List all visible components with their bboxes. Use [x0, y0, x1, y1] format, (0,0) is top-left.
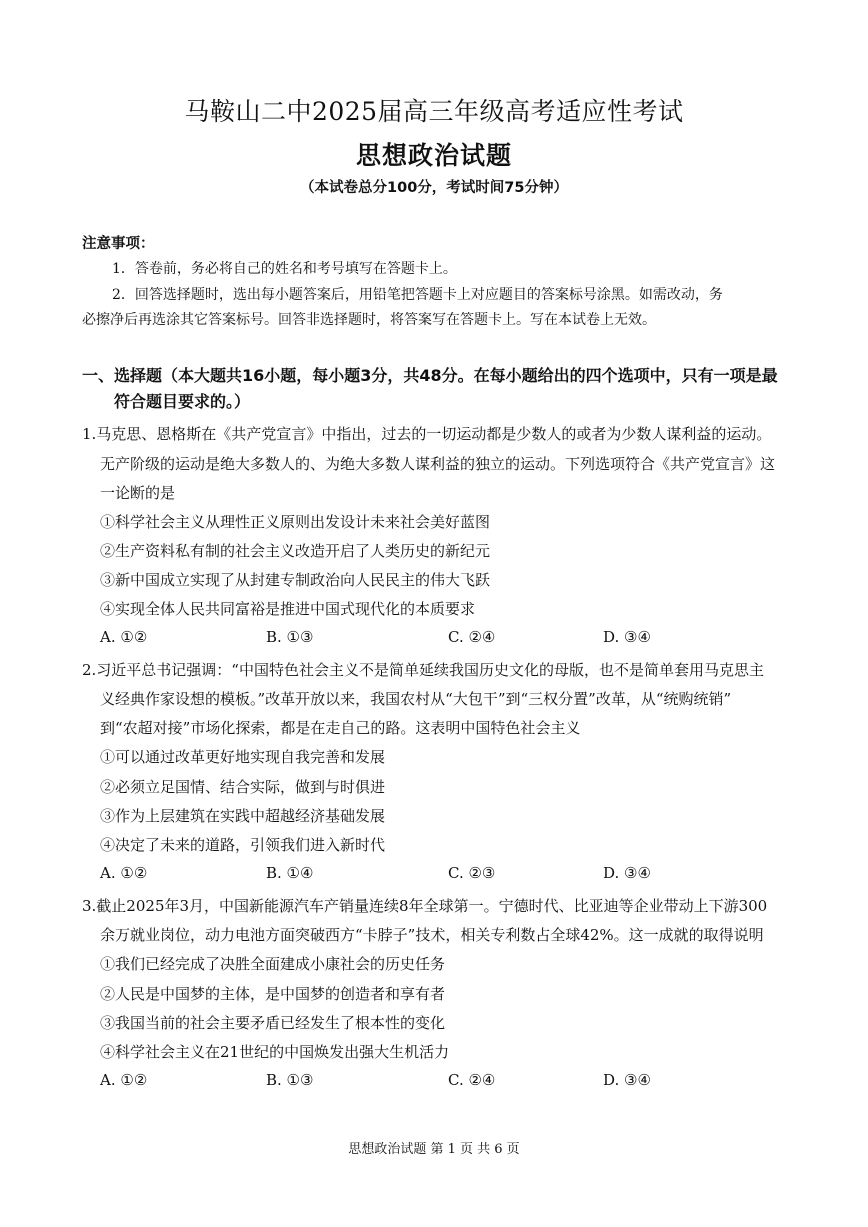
question-2-statement-1: ①可以通过改革更好地实现自我完善和发展: [100, 748, 386, 766]
question-3-statement-4: ④科学社会主义在21世纪的中国焕发出强大生机活力: [100, 1043, 450, 1061]
question-3-option-d: D. ③④: [603, 1071, 651, 1089]
question-1-option-a: A. ①②: [100, 628, 148, 646]
question-2-stem-3: 到“农超对接”市场化探索，都是在走自己的路。这表明中国特色社会主义: [100, 719, 581, 737]
question-2-stem-1: 2.习近平总书记强调：“中国特色社会主义不是简单延续我国历史文化的母版，也不是简单套用马克思主: [82, 661, 764, 679]
question-2-statement-2: ②必须立足国情、结合实际，做到与时俱进: [100, 778, 386, 796]
question-1-stem-2: 无产阶级的运动是绝大多数人的、为绝大多数人谋利益的独立的运动。下列选项符合《共产党宣言》这: [100, 455, 776, 473]
question-2-statement-3: ③作为上层建筑在实践中超越经济基础发展: [100, 807, 386, 825]
question-1-option-c: C. ②④: [448, 628, 496, 646]
question-3-option-c: C. ②④: [448, 1071, 496, 1089]
question-3-option-b: B. ①③: [266, 1071, 314, 1089]
question-1-statement-3: ③新中国成立实现了从封建专制政治向人民民主的伟大飞跃: [100, 571, 491, 589]
question-1-option-b: B. ①③: [266, 628, 314, 646]
notice-line-1: 1．答卷前，务必将自己的姓名和考号填写在答题卡上。: [112, 261, 457, 277]
question-1-stem-1: 1.马克思、恩格斯在《共产党宣言》中指出，过去的一切运动都是少数人的或者为少数人谋利益的运动。: [82, 425, 772, 443]
notice-line-2-cont: 必擦净后再选涂其它答案标号。回答非选择题时，将答案写在答题卡上。写在本试卷上无效。: [82, 312, 656, 328]
question-2-option-c: C. ②③: [448, 864, 496, 882]
notice-heading: 注意事项：: [82, 236, 155, 252]
subject-title: 思想政治试题: [355, 141, 512, 170]
question-3-statement-1: ①我们已经完成了决胜全面建成小康社会的历史任务: [100, 955, 446, 973]
notice-line-2: 2．回答选择题时，选出每小题答案后，用铅笔把答题卡上对应题目的答案标号涂黑。如需改动，务: [112, 287, 723, 303]
question-1-statement-1: ①科学社会主义从理性正义原则出发设计未来社会美好蓝图: [100, 513, 491, 531]
section-heading-cont: 符合题目要求的。）: [114, 392, 251, 411]
section-heading: 一、选择题（本大题共16小题，每小题3分，共48分。在每小题给出的四个选项中，只有一项是最: [82, 366, 778, 385]
question-1-option-d: D. ③④: [603, 628, 651, 646]
question-2-option-d: D. ③④: [603, 864, 651, 882]
exam-info: （本试卷总分100分，考试时间75分钟）: [300, 180, 568, 196]
page-footer: 思想政治试题 第 1 页 共 6 页: [348, 1142, 520, 1157]
question-2-option-a: A. ①②: [100, 864, 148, 882]
question-2-statement-4: ④决定了未来的道路，引领我们进入新时代: [100, 836, 386, 854]
exam-title: 马鞍山二中2025届高三年级高考适应性考试: [184, 97, 684, 126]
question-2-option-b: B. ①④: [266, 864, 314, 882]
question-3-stem-2: 余万就业岗位，动力电池方面突破西方“卡脖子”技术，相关专利数占全球42%。这一成就的取得说明: [100, 926, 764, 944]
question-1-stem-3: 一论断的是: [100, 484, 176, 502]
question-1-statement-2: ②生产资料私有制的社会主义改造开启了人类历史的新纪元: [100, 542, 491, 560]
question-3-stem-1: 3.截止2025年3月，中国新能源汽车产销量连续8年全球第一。宁德时代、比亚迪等企业带动上下游300: [82, 897, 768, 915]
question-1-statement-4: ④实现全体人民共同富裕是推进中国式现代化的本质要求: [100, 600, 476, 618]
question-2-stem-2: 义经典作家设想的模板。”改革开放以来，我国农村从“大包干”到“三权分置”改革，从“统购统销”: [100, 690, 732, 708]
question-3-statement-2: ②人民是中国梦的主体，是中国梦的创造者和享有者: [100, 985, 446, 1003]
question-3-option-a: A. ①②: [100, 1071, 148, 1089]
question-3-statement-3: ③我国当前的社会主要矛盾已经发生了根本性的变化: [100, 1014, 446, 1032]
